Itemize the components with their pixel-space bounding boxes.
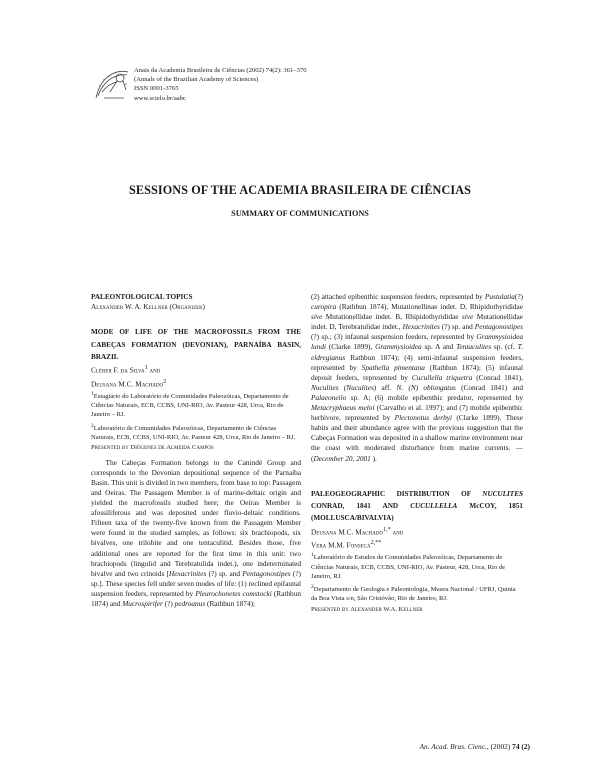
affiliation bbox=[91, 422, 301, 443]
received-date: December 20, 2001 bbox=[313, 453, 371, 463]
body-text: (Rathbun 1874), Mutationellinae indet. D, Rhipidothyrididae bbox=[336, 302, 523, 312]
taxon-name: Pentagonostipes bbox=[474, 322, 523, 332]
journal-citation: Anais da Academia Brasileira de Ciências (2002) 74(2): 361–370 bbox=[134, 67, 307, 74]
title-text: McCOY, 1851 (MOLLUSCA/BIVALVIA) bbox=[311, 502, 523, 523]
author-affiliation-mark: 2 bbox=[163, 378, 167, 385]
article-authors bbox=[311, 525, 523, 551]
academy-seal-icon bbox=[90, 62, 134, 106]
presented-by: Presented by Alexander W.A. Kellner bbox=[311, 605, 423, 613]
author-affiliation-mark: 1 bbox=[144, 365, 148, 372]
body-text: (Rathbun 1874); (5) infaunal deposit feeders, represented by bbox=[311, 362, 524, 382]
affiliation bbox=[311, 583, 523, 604]
article-body-continued bbox=[311, 292, 523, 464]
body-text: (2) attached epibenthic suspension feeders, represented by bbox=[311, 292, 485, 301]
body-text: ). bbox=[370, 453, 377, 463]
body-text: sp. (cf. bbox=[491, 342, 518, 352]
footer-volume: 74 (2) bbox=[512, 742, 530, 751]
taxon-name: Nuculites (Nuculites) bbox=[311, 382, 377, 392]
right-column bbox=[311, 292, 523, 614]
page-title: SESSIONS OF THE ACADEMIA BRASILEIRA DE CIÊNCIAS bbox=[129, 183, 471, 197]
body-text: (Conrad 1841) and bbox=[455, 382, 524, 392]
body-text: (Clarke 1899), bbox=[326, 342, 376, 352]
taxon-name: Cucullella triquetra bbox=[411, 372, 473, 382]
taxon-name: N. (N) oblongatus bbox=[396, 382, 456, 392]
taxon-name: Hexacrinites bbox=[169, 568, 207, 578]
author-affiliation-mark: 1,* bbox=[383, 526, 391, 533]
taxon-name: Grammysioidea lundi bbox=[311, 332, 523, 352]
body-text: sp. A and bbox=[421, 342, 457, 352]
journal-english-name: (Annals of the Brazilian Academy of Sciences) bbox=[134, 76, 259, 84]
author-conjunction: and bbox=[147, 365, 161, 375]
affiliation-text: Laboratório de Comunidades Paleozóicas, Departamento de Ciências Naturais, ECB, CCBS, UNI-RIO, Av. Pasteur 428, Urca, Rio de Janeiro – RJ. bbox=[91, 424, 296, 441]
article-title: MODE OF LIFE OF THE MACROFOSSILS FROM THE CABEÇAS FORMATION (DEVONIAN), PARNAÍBA BASIN, BRAZIL bbox=[91, 328, 301, 361]
article-authors bbox=[91, 363, 301, 389]
affiliation-number: 1 bbox=[91, 390, 94, 397]
left-column bbox=[91, 292, 301, 609]
journal-url: www.scielo.br/aabc bbox=[134, 94, 186, 102]
taxon-name: Palaeoneilo bbox=[311, 392, 347, 402]
affiliation-text: Laboratório de Estudos de Comunidades Paleozóicas, Departamento de Ciências Naturais, ECB, CCBS, UNI-RIO, Av. Pasteur, 428, Urca, Rio de Janeiro, RJ. bbox=[311, 554, 506, 580]
body-text: (Conrad 1841), bbox=[472, 372, 523, 382]
taxon-name: Tentaculites bbox=[456, 342, 492, 352]
taxon-name: sive bbox=[461, 312, 474, 322]
author-name: Vera M.M. Fonseca bbox=[311, 540, 371, 550]
affiliation-number: 2 bbox=[91, 422, 94, 429]
body-text: (Rathbun 1874) and bbox=[91, 588, 302, 609]
article-title bbox=[311, 488, 523, 525]
body-text: aff. bbox=[376, 382, 397, 392]
page-subtitle: SUMMARY OF COMMUNICATIONS bbox=[231, 209, 369, 218]
affiliation bbox=[311, 551, 523, 581]
article-body bbox=[91, 458, 301, 609]
taxon-name: Hexacrinites bbox=[402, 322, 440, 332]
body-text: (Rathbun 1874); bbox=[205, 599, 256, 609]
body-text: Rathbun 1874); (4) semi-infaunal suspension feeders, represented by bbox=[311, 352, 523, 372]
taxon-name: Pentagonostipes bbox=[242, 568, 291, 578]
page-footer bbox=[360, 742, 530, 751]
taxon-name: curopira bbox=[311, 302, 337, 312]
body-text: (?) bbox=[162, 599, 175, 609]
body-text: (?) sp. and bbox=[206, 568, 243, 578]
body-text: (?) sp. and bbox=[439, 322, 475, 332]
title-taxon: CUCULLELLA bbox=[410, 502, 458, 510]
body-text: (?) sp.]. These species fell under seven modes of life: (1) reclined epifaunal suspension feeders, represented by bbox=[91, 568, 301, 598]
title-taxon: NUCULITES bbox=[482, 489, 523, 498]
taxon-name: Plectonotus derbyi bbox=[394, 413, 453, 423]
author-name: Deusana M.C. Machado bbox=[91, 378, 164, 388]
footer-year: , (2002) bbox=[486, 742, 513, 751]
taxon-name: Pleurochonetes comstocki bbox=[195, 588, 272, 598]
section-heading: PALEONTOLOGICAL TOPICS bbox=[91, 293, 193, 301]
taxon-name: pedroanus bbox=[174, 599, 206, 609]
taxon-name: Pustulatia bbox=[484, 292, 515, 301]
body-text: The Cabeças Formation belongs to the Canindé Group and corresponds to the Devonian depositional sequence of the Parnaíba Basin. This unit is divided in two members, from base to top: Passagem and Oeiras. The Passagem Member is of marine-deltaic origin and yielded the macrofossils studied here; the Oeiras Member is afossiliferous and was deposited under fluvio-deltaic conditions. Fifteen taxa of the twenty-five known from the Passagem Member were found in the studied samples, as follows: six brachiopods, six bivalves, one trilobite and one tentaculitid. Besides those, five additional ones are reported for the first time in this unit: two brachiopods (lingulid and Terebratulida indet.), one indeterminated bivalve and two crinoids [ bbox=[91, 457, 301, 578]
section-organizer: Alexander W. A. Kellner (Organizer) bbox=[91, 302, 205, 311]
body-text: Mutationellidae indet. D, Terebratulidae indet., bbox=[311, 312, 523, 332]
presented-by: Presented by Diógenes de Almeida Campos bbox=[91, 444, 214, 452]
affiliation-number: 1 bbox=[311, 552, 314, 559]
taxon-name: sive bbox=[311, 312, 323, 322]
taxon-name: Metacryphaeus meloi bbox=[311, 403, 375, 413]
taxon-name: T. eldregianus bbox=[311, 342, 524, 362]
body-text: (?) bbox=[514, 292, 523, 301]
journal-issn: ISSN 0001-3765 bbox=[134, 85, 179, 93]
title-text: PALEOGEOGRAPHIC DISTRIBUTION OF bbox=[311, 489, 483, 498]
author-conjunction: and bbox=[390, 527, 404, 537]
body-text: (Clarke 1899). These habits and their abundance agree with the previous suggestion that the Cabeças Formation was deposited in a shallow marine environment near the coast with moderated disturbance from marine currents. — ( bbox=[311, 413, 523, 463]
author-name: Deusana M.C. Machado bbox=[311, 527, 384, 537]
affiliation-text: Departamento de Geologia e Paleontologia, Museu Nacional / UFRJ, Quinta da Boa Vista s/n, São Cristóvão, Rio de Janeiro, RJ. bbox=[311, 586, 516, 603]
taxon-name: Mucrospirifer bbox=[122, 599, 163, 609]
body-text: Mutationellidae indet. B, Rhipidothyrididae bbox=[322, 312, 462, 322]
body-text: (?) sp.; (3) infaunal suspension feeders, represented by bbox=[311, 332, 477, 342]
body-text: (Carvalho et al. 1997); and (7) mobile epibenthic herbivore, represented by bbox=[311, 403, 523, 423]
affiliation-number: 2 bbox=[311, 584, 314, 591]
taxon-name: Spathella pimentana bbox=[361, 362, 425, 372]
body-text: sp. A; (6) mobile epibenthic predator, represented by bbox=[346, 392, 523, 402]
footer-journal: An. Acad. Bras. Cienc. bbox=[419, 742, 487, 751]
author-name: Cléber F. da Silva bbox=[91, 365, 145, 375]
affiliation-text: Estagiário do Laboratório de Comunidades Paleozóicas, Departamento de Ciências Naturais, ECB, CCBS, UNI-RIO, Av. Pasteur 428, Urca, Rio de Janeiro – RJ. bbox=[91, 392, 289, 419]
affiliation bbox=[91, 390, 301, 420]
taxon-name: Grammysioidea bbox=[375, 342, 422, 352]
title-text: CONRAD, 1841 AND bbox=[311, 502, 411, 510]
author-affiliation-mark: 2,** bbox=[370, 540, 382, 547]
